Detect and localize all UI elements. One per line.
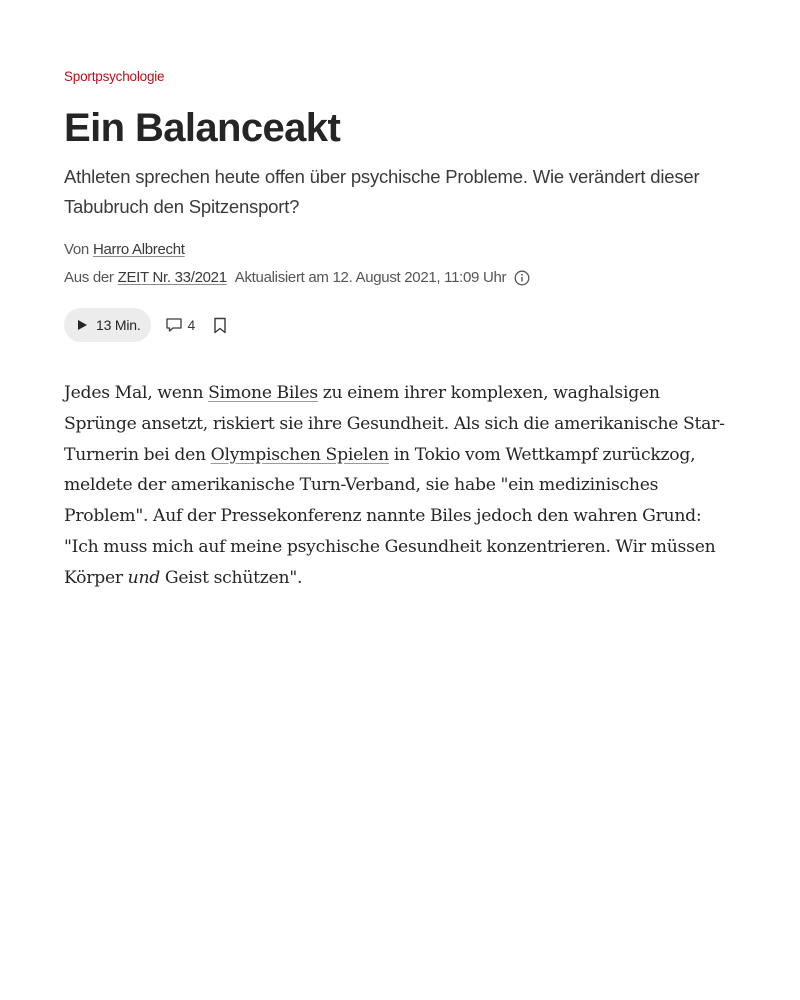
- info-icon[interactable]: [514, 270, 530, 286]
- article-title: Ein Balanceakt: [64, 106, 341, 150]
- play-icon: [76, 319, 88, 331]
- source-prefix: Aus der: [64, 269, 114, 286]
- byline: [64, 236, 736, 264]
- issue-link[interactable]: ZEIT Nr. 33/2021: [117, 269, 227, 286]
- listen-button[interactable]: [64, 308, 151, 342]
- olympic-games-link[interactable]: Olympischen Spielen: [210, 444, 389, 465]
- speech-bubble-icon: [165, 316, 183, 334]
- listen-duration: 13 Min.: [96, 317, 141, 333]
- body-text-1: Jedes Mal, wenn: [64, 383, 209, 403]
- article-meta: [64, 236, 736, 292]
- body-text-4: Geist schützen".: [160, 567, 303, 588]
- author-link[interactable]: Harro Albrecht: [92, 241, 185, 258]
- article-summary: Athleten sprechen heute offen über psychische Probleme. Wie verändert dieser Tabubruch den Spitzensport?: [64, 166, 700, 217]
- byline-prefix: Von: [64, 241, 89, 258]
- body-emphasis: und: [127, 567, 161, 588]
- article-toolbar: [64, 308, 736, 342]
- bookmark-icon: [213, 317, 227, 334]
- article-body-paragraph: [64, 378, 736, 594]
- article: [64, 68, 736, 594]
- bookmark-button[interactable]: [211, 316, 229, 334]
- body-text-3: in Tokio vom Wettkampf zurückzog, meldete der amerikanische Turn-Verband, sie habe "ein medizinisches Problem". Auf der Pressekonferenz nannte Biles jedoch den wahren Grund: "Ich muss mich auf meine psychische Gesundheit konzentrieren. Wir müssen Körper: [64, 444, 716, 588]
- simone-biles-link[interactable]: Simone Biles: [208, 383, 318, 403]
- body-text-2: zu einem ihrer komplexen, waghalsigen Sprünge ansetzt, riskiert sie ihre Gesundheit. Als sich die amerikanische Star-Turnerin bei den: [64, 383, 725, 465]
- comment-count: 4: [187, 317, 196, 333]
- source-line: [64, 264, 736, 292]
- updated-date: Aktualisiert am 12. August 2021, 11:09 Uhr: [234, 269, 507, 286]
- comments-button[interactable]: [165, 316, 196, 334]
- article-kicker[interactable]: Sportpsychologie: [64, 69, 165, 84]
